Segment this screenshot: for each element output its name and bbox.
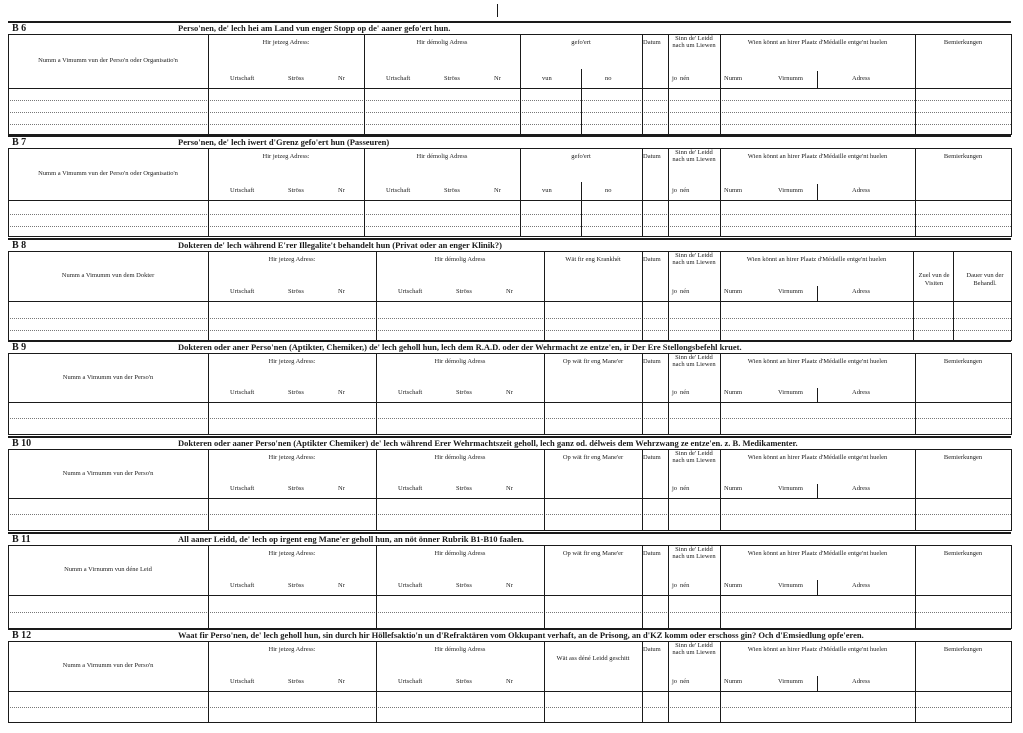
right-border [1011, 251, 1012, 341]
route-from: vun [542, 187, 552, 194]
header-top-line [8, 641, 1011, 642]
col3-header: Op wät fir eng Mane'er [562, 454, 624, 461]
column-line [544, 545, 545, 629]
medal-split-line [817, 580, 818, 595]
alive-no: nén [680, 678, 690, 685]
column-line [915, 148, 916, 237]
entry-row-line [8, 112, 1011, 113]
section-title: Dokteren oder aaner Perso'nen (Aptikter Chemiker) de' lech während Erer Wehrmachtszeit geholl, lech ganz od. délweis dem Wehrzwang ze entze'en. z. B. Medikamenter. [178, 438, 798, 448]
current-address-header: Hir jetzeg Adress: [268, 358, 316, 365]
header-bottom-line [8, 595, 1011, 596]
column-line [915, 34, 916, 135]
header-bottom-line [8, 88, 1011, 89]
section-bottom-line [8, 236, 1011, 237]
medal-header: Wien könnt an hirer Plaatz d'Médaille entge'nt huelen [747, 39, 888, 46]
left-border [8, 545, 9, 629]
section-rule [8, 21, 1011, 23]
alive-header: Sinn de' Leidd nach um Liewen [672, 450, 716, 464]
entry-row-line [8, 124, 1011, 125]
former-address-subheader: Urtschaft [398, 582, 423, 589]
former-address-subheader: Urtschaft [398, 389, 423, 396]
section-code: B 9 [12, 342, 27, 353]
alive-header: Sinn de' Leidd nach um Liewen [672, 35, 716, 49]
column-line [642, 545, 643, 629]
section-title: Dokteren oder aner Perso'nen (Aptikter, Chemiker,) de' lech geholl hun, lech dem R.A.D. oder der Wehrmacht ze entze'en, ir Der Ere Stellongsbefehl kruet. [178, 342, 742, 352]
current-address-subheader: Nr [338, 485, 345, 492]
route-split-line [581, 182, 582, 237]
current-address-subheader: Urtschaft [230, 582, 255, 589]
route-split-line [581, 69, 582, 135]
route-header: gefo'ert [571, 39, 591, 46]
alive-yes: jo [672, 288, 678, 295]
right-border [1011, 641, 1012, 723]
date-header: Datum [643, 153, 661, 160]
medal-firstname: Virnumm [778, 75, 803, 82]
remarks-header: Bemierkungen [943, 153, 983, 160]
entry-row-line [8, 612, 1011, 613]
date-header: Datum [643, 454, 661, 461]
date-header: Datum [643, 358, 661, 365]
column-line [364, 148, 365, 237]
current-address-header: Hir jetzeg Adress: [268, 646, 316, 653]
column-line [208, 251, 209, 341]
former-address-subheader: Ströss [456, 485, 472, 492]
medal-firstname: Virnumm [778, 389, 803, 396]
date-header: Datum [643, 39, 661, 46]
medal-header: Wien könnt an hirer Plaatz d'Médaille entge'nt huelen [747, 646, 888, 653]
former-address-header: Hir démolig Adress [416, 39, 468, 46]
current-address-subheader: Ströss [288, 678, 304, 685]
column-line [642, 251, 643, 341]
former-address-header: Hir démolig Adress [434, 358, 486, 365]
medal-header: Wien könnt an hirer Plaatz d'Médaille entge'nt huelen [747, 550, 888, 557]
left-border [8, 34, 9, 135]
column-line [208, 34, 209, 135]
former-address-subheader: Nr [506, 582, 513, 589]
column-line [720, 545, 721, 629]
saved-split-line [668, 674, 669, 723]
alive-no: nén [680, 485, 690, 492]
column-line [915, 353, 916, 435]
header-bottom-line [8, 498, 1011, 499]
medal-split-line [817, 286, 818, 301]
header-top-line [8, 148, 1011, 149]
section-title: All aaner Leidd, de' lech op irgent eng Mane'er geholl hun, an nöt önner Rubrik B1-B10 faalen. [178, 534, 524, 544]
medal-address: Adress [852, 288, 871, 295]
left-border [8, 251, 9, 341]
remarks-header: Bemierkungen [943, 358, 983, 365]
entry-row-line [8, 514, 1011, 515]
medal-firstname: Virnumm [778, 678, 803, 685]
duration-header: Dauer vun der Behandl. [966, 272, 1004, 287]
entry-row-line [8, 226, 1011, 227]
entry-row-line [8, 318, 1011, 319]
right-border [1011, 545, 1012, 629]
alive-no: nén [680, 75, 690, 82]
current-address-header: Hir jetzeg Adress: [262, 153, 310, 160]
remarks-header: Bemierkungen [943, 39, 983, 46]
column-line [913, 251, 914, 341]
right-border [1011, 353, 1012, 435]
column-line [208, 449, 209, 531]
medal-address: Adress [852, 582, 871, 589]
column-line [544, 641, 545, 723]
medal-address: Adress [852, 389, 871, 396]
alive-yes: jo [672, 389, 678, 396]
column-line [953, 251, 954, 341]
remarks-header: Bemierkungen [943, 550, 983, 557]
date-header: Datum [643, 256, 661, 263]
column-line [376, 641, 377, 723]
column-line [720, 641, 721, 723]
column-line [720, 148, 721, 237]
col3-header: Op wät fir eng Mane'er [562, 550, 624, 557]
right-border [1011, 449, 1012, 531]
column-line [720, 251, 721, 341]
first-column-header: Numm a Vimumm vun der Perso'n [62, 373, 154, 381]
former-address-header: Hir démolig Adress [434, 550, 486, 557]
header-top-line [8, 545, 1011, 546]
current-address-header: Hir jetzeg Adress: [262, 39, 310, 46]
header-bottom-line [8, 301, 1011, 302]
alive-no: nén [680, 582, 690, 589]
alive-yes: jo [672, 75, 678, 82]
header-bottom-line [8, 200, 1011, 201]
medal-firstname: Virnumm [778, 288, 803, 295]
entry-row-line [8, 707, 1011, 708]
former-address-subheader: Nr [506, 678, 513, 685]
medal-name: Numm [724, 389, 743, 396]
current-address-subheader: Urtschaft [230, 485, 255, 492]
col3-header: Wät ass déné Leidd geschitt [556, 655, 630, 662]
medal-header: Wien könnt an hirer Plaatz d'Médaille entge'nt huelen [747, 358, 888, 365]
right-border [1011, 148, 1012, 237]
alive-no: nén [680, 389, 690, 396]
column-line [208, 641, 209, 723]
date-header: Datum [643, 550, 661, 557]
route-from: vun [542, 75, 552, 82]
alive-header: Sinn de' Leidd nach um Liewen [672, 546, 716, 560]
medal-name: Numm [724, 75, 743, 82]
section-bottom-line [8, 722, 1011, 723]
right-border [1011, 34, 1012, 135]
former-address-subheader: Urtschaft [386, 75, 411, 82]
col3-header: Op wät fir eng Mane'er [562, 358, 624, 365]
section-code: B 12 [12, 630, 32, 641]
medal-address: Adress [852, 187, 871, 194]
medal-header: Wien könnt an hirer Plaatz d'Médaille entge'nt huelen [746, 256, 887, 263]
remarks-header: Bemierkungen [943, 646, 983, 653]
first-column-header: Numm a Virnumm vun der Perso'n [62, 469, 154, 477]
alive-header: Sinn de' Leidd nach um Liewen [672, 642, 716, 656]
medal-name: Numm [724, 485, 743, 492]
medal-split-line [817, 484, 818, 498]
medal-address: Adress [852, 75, 871, 82]
current-address-subheader: Urtschaft [230, 187, 255, 194]
medal-address: Adress [852, 485, 871, 492]
left-border [8, 148, 9, 237]
column-line [376, 545, 377, 629]
former-address-header: Hir démolig Adress [434, 454, 486, 461]
medal-split-line [817, 184, 818, 200]
medal-address: Adress [852, 678, 871, 685]
column-line [208, 148, 209, 237]
alive-header: Sinn de' Leidd nach um Liewen [672, 149, 716, 163]
former-address-subheader: Urtschaft [398, 678, 423, 685]
route-to: no [605, 187, 612, 194]
current-address-subheader: Urtschaft [230, 288, 255, 295]
entry-row-line [8, 100, 1011, 101]
former-address-subheader: Ströss [444, 75, 460, 82]
column-line [642, 148, 643, 237]
current-address-subheader: Nr [338, 582, 345, 589]
column-line [376, 449, 377, 531]
section-code: B 8 [12, 240, 27, 251]
current-address-header: Hir jetzeg Adress: [268, 256, 316, 263]
medal-name: Numm [724, 678, 743, 685]
former-address-subheader: Nr [506, 485, 513, 492]
entry-row-line [8, 214, 1011, 215]
left-border [8, 641, 9, 723]
current-address-subheader: Ströss [288, 485, 304, 492]
column-line [544, 251, 545, 341]
column-line [915, 449, 916, 531]
column-line [720, 353, 721, 435]
header-top-line [8, 353, 1011, 354]
former-address-subheader: Ströss [456, 288, 472, 295]
medal-name: Numm [724, 187, 743, 194]
visits-header: Zuel vun de Visiten [918, 272, 950, 287]
first-column-header: Numm a Vimumm vun dem Dokter [61, 272, 155, 279]
column-line [520, 148, 521, 237]
route-header: gefo'ert [571, 153, 591, 160]
current-address-subheader: Nr [338, 678, 345, 685]
current-address-subheader: Nr [338, 187, 345, 194]
alive-yes: jo [672, 582, 678, 589]
column-line [376, 251, 377, 341]
column-line [208, 545, 209, 629]
medal-split-line [817, 388, 818, 402]
former-address-header: Hir démolig Adress [434, 256, 486, 263]
former-address-subheader: Urtschaft [398, 288, 423, 295]
section-code: B 6 [12, 23, 27, 34]
current-address-subheader: Ströss [288, 288, 304, 295]
current-address-header: Hir jetzeg Adress: [268, 454, 316, 461]
alive-yes: jo [672, 485, 678, 492]
current-address-subheader: Urtschaft [230, 389, 255, 396]
current-address-subheader: Ströss [288, 582, 304, 589]
saved-split-line [668, 182, 669, 237]
current-address-subheader: Urtschaft [230, 678, 255, 685]
former-address-subheader: Urtschaft [398, 485, 423, 492]
section-title: Waat fir Perso'nen, de' lech geholl hun, sin durch hir Höllefsaktio'n un d'Refraktären vom Okkupant verhaft, an de Prisong, an d'KZ komm oder erschoss gin? Och d'Emsiedlung opfe'eren. [178, 630, 864, 640]
header-bottom-line [8, 402, 1011, 403]
column-line [364, 34, 365, 135]
former-address-subheader: Nr [494, 75, 501, 82]
former-address-subheader: Ströss [456, 582, 472, 589]
date-header: Datum [643, 646, 661, 653]
alive-header: Sinn de' Leidd nach um Liewen [672, 354, 716, 368]
remarks-header: Bemierkungen [943, 454, 983, 461]
section-code: B 10 [12, 438, 32, 449]
former-address-subheader: Nr [506, 389, 513, 396]
saved-split-line [668, 482, 669, 531]
current-address-subheader: Nr [338, 288, 345, 295]
first-column-header: Numm a Virnumm vun déne Leid [64, 566, 152, 573]
alive-header: Sinn de' Leidd nach um Liewen [672, 252, 716, 266]
section-bottom-line [8, 530, 1011, 531]
column-line [720, 34, 721, 135]
section-code: B 7 [12, 137, 27, 148]
column-line [915, 545, 916, 629]
former-address-subheader: Ströss [456, 678, 472, 685]
column-line [642, 34, 643, 135]
column-line [520, 34, 521, 135]
medal-firstname: Virnumm [778, 485, 803, 492]
left-border [8, 449, 9, 531]
header-bottom-line [8, 691, 1011, 692]
saved-split-line [668, 284, 669, 341]
col3-header: Wät fir eng Krankhét [565, 256, 621, 263]
column-line [544, 449, 545, 531]
saved-split-line [668, 578, 669, 629]
section-rule [8, 135, 1011, 137]
first-column-header: Numm a Vimumm vun der Perso'n oder Organisatio'n [38, 170, 178, 177]
column-line [376, 353, 377, 435]
column-line [544, 353, 545, 435]
section-title: Perso'nen, de' lech hei am Land vun enger Stopp op de' aaner gefo'ert hun. [178, 23, 451, 33]
column-line [915, 641, 916, 723]
current-address-subheader: Nr [338, 75, 345, 82]
current-address-subheader: Ströss [288, 75, 304, 82]
current-address-subheader: Urtschaft [230, 75, 255, 82]
current-address-subheader: Ströss [288, 187, 304, 194]
header-top-line [8, 34, 1011, 35]
saved-split-line [668, 386, 669, 435]
former-address-subheader: Nr [506, 288, 513, 295]
alive-yes: jo [672, 678, 678, 685]
route-to: no [605, 75, 612, 82]
former-address-header: Hir démolig Adress [416, 153, 468, 160]
medal-split-line [817, 71, 818, 88]
medal-firstname: Virnumm [778, 582, 803, 589]
first-column-header: Numm a Virnumm vun der Perso'n [62, 662, 154, 669]
entry-row-line [8, 330, 1011, 331]
current-address-subheader: Nr [338, 389, 345, 396]
top-fold-mark [497, 4, 498, 17]
saved-split-line [668, 69, 669, 135]
former-address-subheader: Nr [494, 187, 501, 194]
alive-no: nén [680, 288, 690, 295]
entry-row-line [8, 418, 1011, 419]
alive-no: nén [680, 187, 690, 194]
section-title: Perso'nen, de' lech iwert d'Grenz gefo'ert hun (Passeuren) [178, 137, 390, 147]
section-bottom-line [8, 434, 1011, 435]
former-address-subheader: Urtschaft [386, 187, 411, 194]
header-top-line [8, 449, 1011, 450]
current-address-subheader: Ströss [288, 389, 304, 396]
former-address-subheader: Ströss [444, 187, 460, 194]
section-code: B 11 [12, 534, 31, 545]
left-border [8, 353, 9, 435]
medal-name: Numm [724, 288, 743, 295]
column-line [208, 353, 209, 435]
column-line [720, 449, 721, 531]
medal-header: Wien könnt an hirer Plaatz d'Médaille entge'nt huelen [747, 153, 888, 160]
section-rule [8, 238, 1011, 240]
current-address-header: Hir jetzeg Adress: [268, 550, 316, 557]
section-title: Dokteren de' lech während E'rer Illegalite't behandelt hun (Privat oder an enger Klinik?) [178, 240, 502, 250]
medal-header: Wien könnt an hirer Plaatz d'Médaille entge'nt huelen [747, 454, 888, 461]
former-address-header: Hir démolig Adress [434, 646, 486, 653]
medal-split-line [817, 676, 818, 691]
first-column-header: Numm a Vimumm vun der Perso'n oder Organisatio'n [38, 57, 178, 64]
medal-name: Numm [724, 582, 743, 589]
alive-yes: jo [672, 187, 678, 194]
medal-firstname: Virnumm [778, 187, 803, 194]
header-top-line [8, 251, 1011, 252]
former-address-subheader: Ströss [456, 389, 472, 396]
